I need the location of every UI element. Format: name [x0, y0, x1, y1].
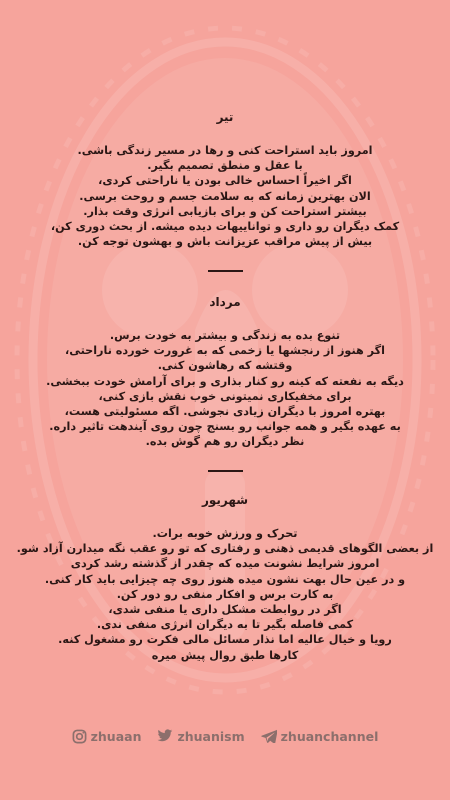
text-line: کمی فاصله بگیر تا به دیگران انرژی منفی ندی. [96, 618, 354, 632]
telegram-handle-text: zhuanchannel [280, 728, 379, 744]
section-divider [208, 270, 243, 272]
section-title-shahrivar: شهریور [201, 493, 249, 507]
text-line: و در عین حال بهت نشون میده هنوز روی چه چیزایی باید کار کنی. [44, 572, 406, 586]
section-body-mordad [10, 328, 440, 450]
text-line: رویا و خیال عالیه اما نذار مسائل مالی فکرت رو مشغول کنه. [58, 633, 392, 647]
twitter-icon [157, 729, 173, 743]
text-line: اگر اخیراً احساس خالی بودن یا ناراحتی کردی، [98, 174, 352, 188]
text-line: برای مخفیکاری نمیتونی خوب نقش بازی کنی، [98, 389, 352, 403]
text-line: الان بهترین زمانه که به سلامت جسم و روحت برسی. [79, 189, 371, 203]
text-line: نظر دیگران رو هم گوش بده. [145, 435, 305, 449]
text-line: با عقل و منطق تصمیم بگیر. [147, 159, 303, 173]
instagram-icon [72, 729, 87, 744]
text-line: وقتشه که رهاشون کنی. [157, 359, 293, 373]
text-line: اگر هنوز از رنجشها یا زخمی که به غرورت خورده ناراحتی، [65, 344, 385, 358]
section-body-tir [10, 143, 440, 249]
text-line: به کارت برس و افکار منفی رو دور کن. [116, 587, 334, 601]
twitter-handle[interactable] [157, 729, 244, 744]
telegram-icon [261, 729, 277, 743]
text-line: کارها طبق روال پیش میره [151, 648, 299, 662]
text-line: دیگه به نفعته که کینه رو کنار بذاری و برای آرامش خودت ببخشی. [46, 374, 404, 388]
text-line: بهتره امروز با دیگران زیادی نجوشی. اگه مسئولیتی هست، [64, 405, 386, 419]
section-body-shahrivar [10, 526, 440, 663]
text-line: تنوع بده به زندگی و بیشتر به خودت برس. [109, 329, 341, 342]
text-line: کمک دیگران رو داری و تواناییهات دیده میشه. از بحث دوری کن، [50, 220, 400, 234]
text-line: امروز شرایط نشونت میده که چقدر از گذشته رشد کردی [70, 557, 380, 571]
text-line: به عهده بگیر و همه جوانب رو بسنج چون روی آیندهت تاثیر داره. [49, 420, 401, 434]
instagram-handle[interactable] [72, 729, 142, 744]
section-title-tir: تیر [216, 110, 234, 124]
twitter-handle-text: zhuanism [177, 728, 245, 744]
section-divider [208, 470, 243, 472]
telegram-handle[interactable] [261, 729, 379, 744]
text-line: از بعضی الگوهای قدیمی ذهنی و رفتاری که تو رو عقب نگه میدارن آزاد شو. [16, 542, 434, 556]
text-line: بیشتر استراحت کن و برای بازیابی انرژی وقت بذار. [83, 204, 367, 218]
text-line: امروز باید استراحت کنی و رها در مسیر زندگی باشی. [77, 144, 373, 157]
text-line: بیش از پیش مراقب عزیزانت باش و بهشون توجه کن. [77, 235, 373, 249]
instagram-handle-text: zhuaan [90, 728, 142, 744]
section-title-mordad: مرداد [209, 295, 241, 309]
text-line: اگر در روابطت مشکل داری یا منفی شدی، [108, 603, 342, 617]
social-footer [0, 726, 450, 746]
text-line: تحرک و ورزش خوبه برات. [152, 527, 298, 540]
